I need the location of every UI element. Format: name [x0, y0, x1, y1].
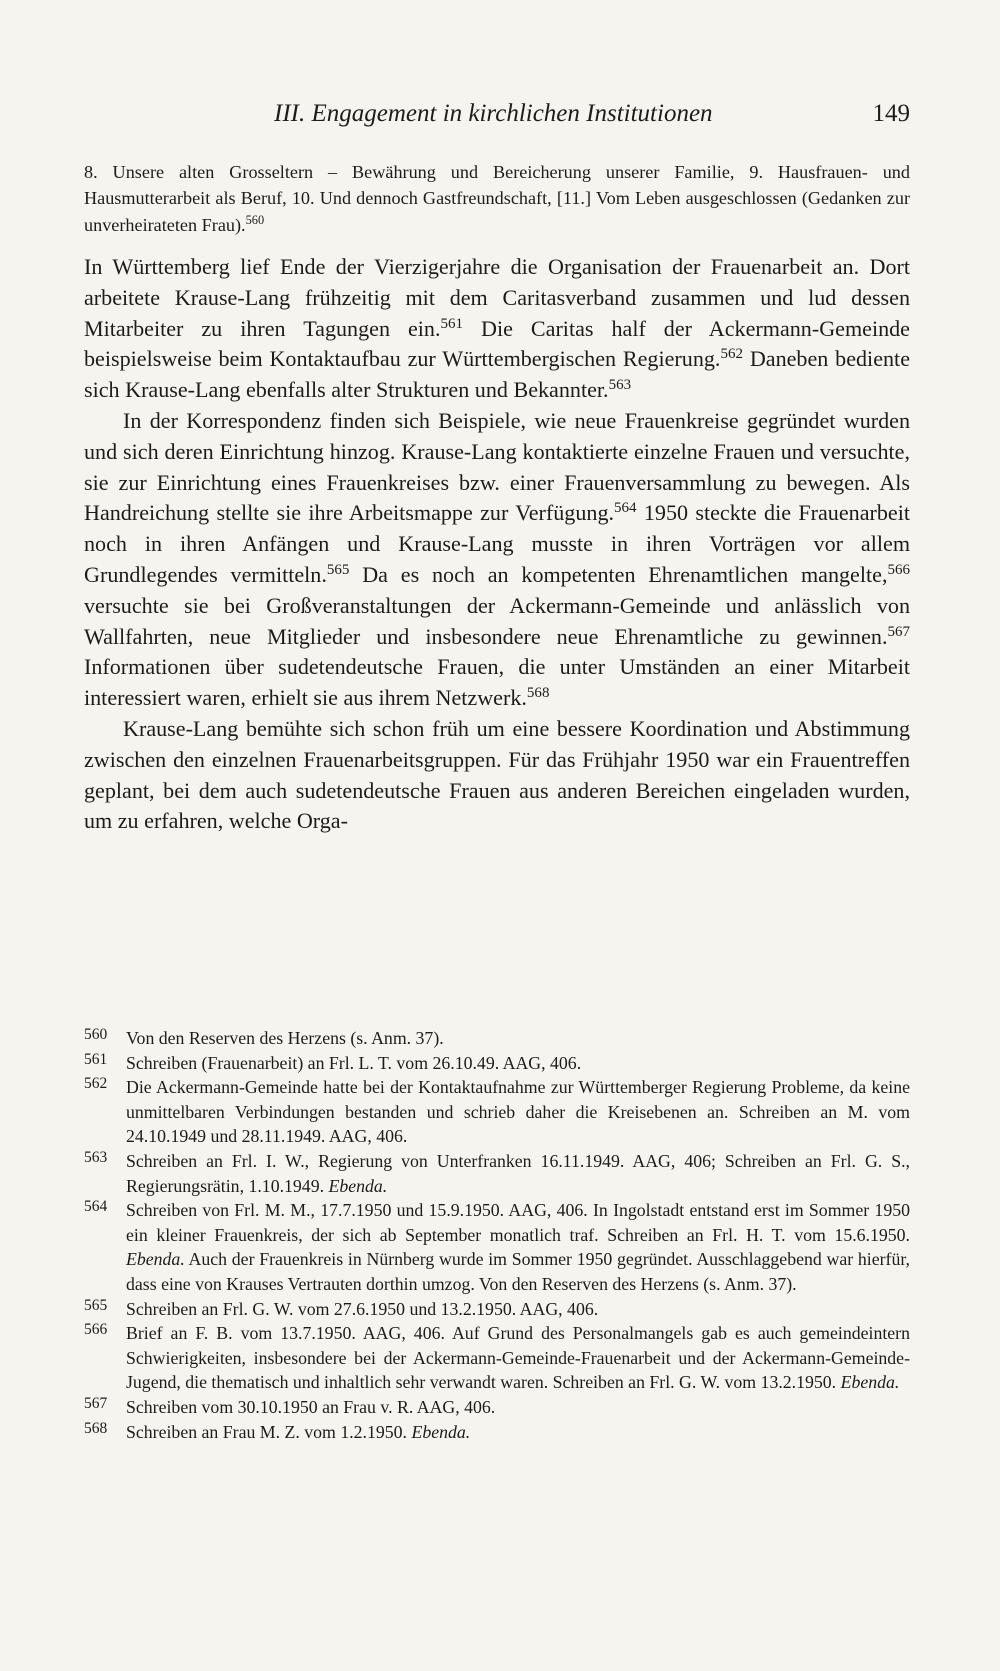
footnote-number: 567 — [84, 1394, 108, 1412]
page-number: 149 — [872, 100, 910, 127]
footnote-number: 565 — [84, 1296, 108, 1314]
footnote — [84, 1395, 910, 1420]
text-segment: In der Korrespondenz finden sich Beispiele, wie neue Frauenkreise gegründet wurden und sich deren Einrichtung hinzog. Krause-Lang kontaktierte einzelne Frauen und versuchte, sie zur Einrichtung eines Frauenkreises bzw. einer Frauenversammlung zu bewegen. Als Handreichung stellte sie ihre Arbeitsmappe zur Verfügung. — [84, 407, 910, 526]
footnote-number: 563 — [84, 1148, 108, 1166]
footnotes — [84, 1026, 910, 1444]
footnote-number: 564 — [84, 1198, 108, 1216]
text-segment: versuchte sie bei Großveranstaltungen der Ackermann-Gemeinde und anlässlich von Wallfahrten, neue Mitglieder und insbesondere neue Ehrenamtliche zu gewinnen. — [84, 592, 910, 649]
footnote-emphasis: Ebenda. — [840, 1372, 900, 1393]
footnote-ref: 567 — [887, 623, 910, 640]
footnote-ref: 561 — [440, 315, 464, 332]
footnote-text: Schreiben von Frl. M. M., 17.7.1950 und 15.9.1950. AAG, 406. In Ingolstadt entstand erst im Sommer 1950 ein kleiner Frauenkreis, der sich ab September monatlich traf. Schreiben an Frl. H. T. vom 15.6.1950. — [126, 1200, 910, 1245]
footnote-ref: 562 — [720, 346, 743, 363]
footnote-emphasis: Ebenda. — [411, 1421, 471, 1442]
footnote-ref: 568 — [526, 684, 550, 701]
text-segment: Informationen über sudetendeutsche Frauen, die unter Umständen an einer Mitarbeit interessiert waren, erhielt sie aus ihrem Netzwerk. — [84, 654, 910, 711]
footnote — [84, 1321, 910, 1395]
paragraph — [84, 252, 910, 406]
footnote — [84, 1198, 910, 1296]
footnote-ref: 565 — [326, 561, 350, 578]
main-text — [84, 252, 910, 837]
footnote-text: Schreiben an Frl. I. W., Regierung von Unterfranken 16.11.1949. AAG, 406; Schreiben an Frl. G. S., Regierungsrätin, 1.10.1949. — [126, 1150, 910, 1196]
footnote-number: 561 — [84, 1050, 108, 1068]
footnote-ref: 564 — [614, 500, 637, 517]
chapter-title: III. Engagement in kirchlichen Institutionen — [274, 100, 713, 127]
footnote — [84, 1026, 910, 1051]
footnote-text: Schreiben (Frauenarbeit) an Frl. L. T. vom 26.10.49. AAG, 406. — [126, 1052, 582, 1073]
footnote — [84, 1420, 910, 1445]
footnote — [84, 1297, 910, 1322]
footnote-emphasis: Ebenda. — [126, 1249, 185, 1270]
footnote-text: Schreiben an Frau M. Z. vom 1.2.1950. — [126, 1421, 412, 1442]
footnote — [84, 1051, 910, 1076]
text-segment: Daneben bediente sich Krause-Lang ebenfalls alter Strukturen und Bekannter. — [84, 346, 910, 403]
footnote-text: Brief an F. B. vom 13.7.1950. AAG, 406. Auf Grund des Personalmangels gab es auch gemeindeintern Schwierigkeiten, insbesondere bei der Ackermann-Gemeinde-Frauenarbeit und der Ackermann-Gemeinde-Jugend, die thematisch und inhaltlich sehr verwandt waren. Schreiben an Frl. G. W. vom 13.2.1950. — [126, 1323, 910, 1393]
footnote-number: 566 — [84, 1321, 108, 1339]
list-text — [84, 159, 910, 238]
list-continuation — [84, 159, 910, 238]
text-segment: 1950 steckte die Frauenarbeit noch in ihren Anfängen und Krause-Lang musste in ihren Vorträgen vor allem Grundlegendes vermitteln. — [84, 500, 910, 587]
footnote-ref: 563 — [608, 376, 632, 393]
footnote-text: Die Ackermann-Gemeinde hatte bei der Kontaktaufnahme zur Württemberger Regierung Probleme, da keine unmittelbaren Verbindungen bestanden und schrieb daher die Kreisebenen an. Schreiben an M. vom 24.10.1949 und 28.11.1949. AAG, 406. — [126, 1077, 910, 1147]
footnote-emphasis: Ebenda. — [328, 1175, 388, 1196]
footnote-text: Schreiben an Frl. G. W. vom 27.6.1950 und 13.2.1950. AAG, 406. — [126, 1298, 599, 1319]
footnote-text: Von den Reserven des Herzens (s. Anm. 37). — [126, 1028, 444, 1048]
text-segment: Krause-Lang bemühte sich schon früh um eine bessere Koordination und Abstimmung zwischen den einzelnen Frauenarbeitsgruppen. Für das Frühjahr 1950 war ein Frauentreffen geplant, bei dem auch sudetendeutsche Frauen aus anderen Bereichen eingeladen wurden, um zu erfahren, welche Orga- — [84, 715, 910, 834]
paragraph — [84, 406, 910, 714]
running-header — [274, 100, 910, 136]
text-segment: Die Caritas half der Ackermann-Gemeinde beispielsweise beim Kontaktaufbau zur Württembergischen Regierung. — [84, 315, 910, 372]
footnote — [84, 1075, 910, 1149]
footnote-text: Schreiben vom 30.10.1950 an Frau v. R. AAG, 406. — [126, 1396, 496, 1417]
footnote-text-tail: Auch der Frauenkreis in Nürnberg wurde im Sommer 1950 gegründet. Ausschlaggebend war hierfür, dass eine von Krauses Vertrauten dorthin umzog. Von den Reserven des Herzens (s. Anm. 37). — [126, 1249, 910, 1294]
list-text-content: 8. Unsere alten Grosseltern – Bewährung und Bereicherung unserer Familie, 9. Hausfrauen- und Hausmutterarbeit als Beruf, 10. Und dennoch Gastfreundschaft, [11.] Vom Leben ausgeschlossen (Gedanken zur unverheirateten Frau). — [84, 162, 910, 235]
paragraph — [84, 714, 910, 837]
text-segment: Da es noch an kompetenten Ehrenamtlichen mangelte, — [349, 561, 888, 587]
footnote — [84, 1149, 910, 1198]
text-segment: In Württemberg lief Ende der Vierzigerjahre die Organisation der Frauenarbeit an. Dort arbeitete Krause-Lang frühzeitig mit dem Caritasverband zusammen und lud dessen Mitarbeiter zu ihren Tagungen ein. — [84, 254, 910, 341]
footnote-ref: 560 — [245, 212, 265, 227]
footnote-ref: 566 — [887, 561, 911, 578]
footnote-number: 560 — [84, 1026, 108, 1043]
footnote-number: 562 — [84, 1075, 108, 1093]
footnote-number: 568 — [84, 1419, 108, 1437]
